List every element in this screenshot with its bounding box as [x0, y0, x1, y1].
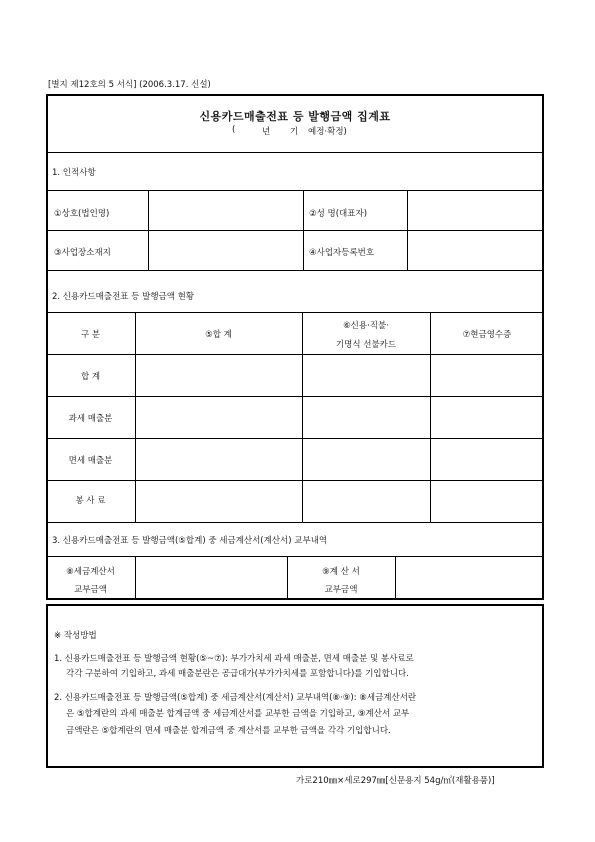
instruction-2-line1: 2. 신용카드매출전표 등 발행금액(⑤합계) 중 세금계산서(계산서) 교부내역(⑧·⑨): ⑧세금계산서란	[54, 693, 417, 703]
main-form-box	[46, 94, 544, 600]
invoice-label-line2: 교부금액	[324, 585, 358, 595]
instruction-1-line2: 각각 구분하여 기입하고, 과세 매출분란은 공급대가(부가가치세를 포함합니다)를 기입합니다.	[66, 669, 409, 679]
instructions-heading: ※ 작성방법	[54, 631, 97, 641]
row-taxable-sales-label: 과세 매출분	[68, 414, 113, 424]
divider	[135, 312, 136, 522]
tax-invoice-label-line1: ⑧세금계산서	[66, 567, 115, 577]
row-total-label: 합 계	[80, 372, 101, 382]
col-category-header: 구 분	[80, 330, 101, 340]
divider	[430, 312, 431, 522]
paper-spec: 가로210㎜×세로297㎜[신문용지 54g/㎡(재활용품)]	[296, 776, 495, 786]
divider	[46, 522, 544, 523]
divider	[46, 438, 544, 439]
section1-heading: 1. 인적사항	[52, 168, 96, 178]
form-title: 신용카드매출전표 등 발행금액 집계표	[199, 110, 391, 123]
divider	[303, 190, 304, 270]
divider	[46, 312, 544, 313]
row-exempt-sales-label: 면세 매출분	[68, 456, 113, 466]
business-address-label: ③사업장소재지	[54, 248, 111, 258]
divider	[395, 556, 396, 600]
instruction-2-line3: 금액란은 ⑤합계란의 면세 매출분 합계금액 중 계산서를 교부한 금액을 각각 기입합니다.	[66, 726, 391, 736]
instruction-1-line1: 1. 신용카드매출전표 등 발행금액 현황(⑤~⑦): 부가가치세 과세 매출분, 면세 매출분 및 봉사료로	[54, 654, 414, 664]
col-card-header-line1: ⑥신용·직불·	[343, 321, 389, 331]
divider	[46, 396, 544, 397]
divider	[407, 190, 408, 270]
divider	[46, 556, 544, 557]
divider	[46, 354, 544, 355]
business-regno-label: ④사업자등록번호	[309, 248, 375, 258]
col-cash-receipt-header: ⑦현금영수증	[462, 330, 512, 340]
col-card-header-line2: 기명식 선불카드	[335, 340, 397, 350]
divider	[46, 230, 544, 231]
tax-invoice-label-line2: 교부금액	[74, 585, 107, 595]
section3-heading: 3. 신용카드매출전표 등 발행금액(⑤합계) 중 세금계산서(계산서) 교부내역	[52, 536, 328, 546]
divider	[148, 190, 149, 270]
divider	[46, 270, 544, 271]
company-name-label: ①상호(법인명)	[54, 209, 110, 219]
section2-heading: 2. 신용카드매출전표 등 발행금액 현황	[52, 292, 195, 302]
row-service-charge-label: 봉 사 료	[75, 496, 106, 506]
period-type-label: 예정·확정)	[308, 127, 347, 137]
period-gi-label: 기	[290, 127, 299, 137]
instructions-box	[46, 604, 544, 768]
divider	[46, 190, 544, 191]
period-year-label: 년	[262, 127, 271, 137]
divider	[46, 480, 544, 481]
invoice-label-line1: ⑨계 산 서	[322, 567, 360, 577]
form-reference: [별지 제12호의 5 서식] (2006.3.17. 신설)	[48, 80, 211, 90]
instruction-2-line2: 은 ⑤합계란의 과세 매출분 합계금액 중 세금계산서를 교부한 금액을 기입하고, ⑨계산서 교부	[66, 709, 410, 719]
divider	[135, 556, 136, 600]
representative-name-label: ②성 명(대표자)	[309, 209, 368, 219]
period-open-paren: (	[232, 125, 236, 135]
col-total-header: ⑤합 계	[205, 330, 232, 340]
divider	[46, 152, 544, 153]
